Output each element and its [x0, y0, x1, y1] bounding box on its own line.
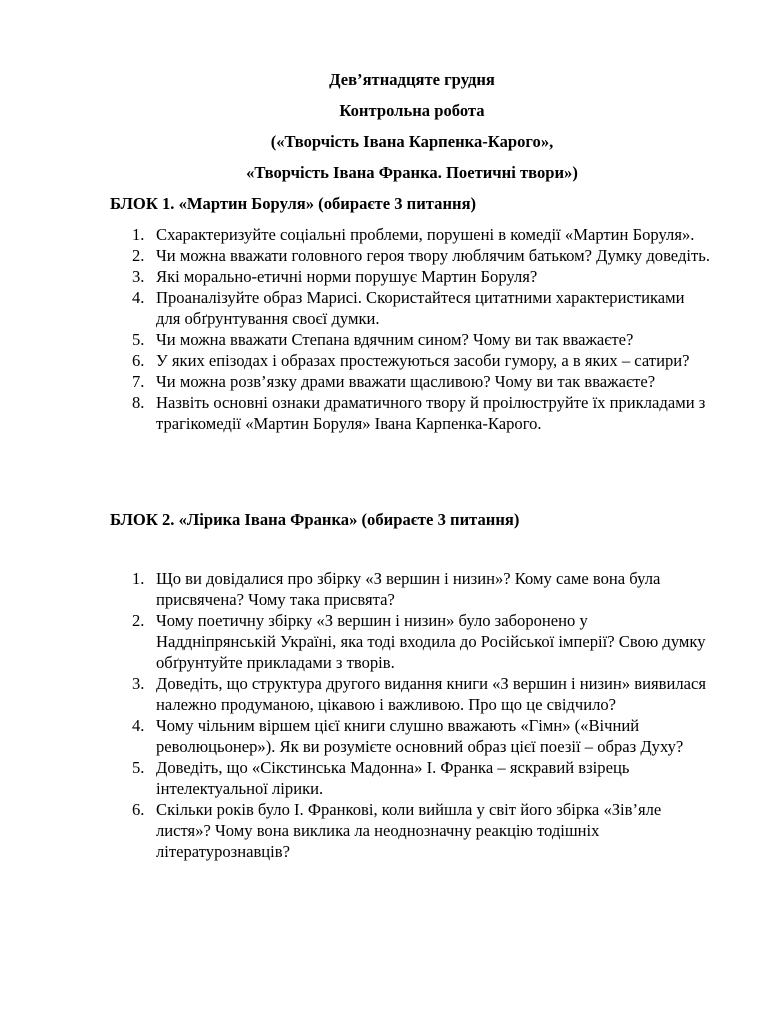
question-number: 3. — [132, 267, 145, 286]
question-text: У яких епізодах і образах простежуються засоби гумору, а в яких – сатири? — [156, 351, 690, 370]
list-item — [110, 371, 710, 392]
question-number: 8. — [132, 393, 145, 412]
list-item — [110, 673, 710, 715]
question-number: 3. — [132, 674, 145, 693]
question-number: 2. — [132, 611, 145, 630]
question-text: Доведіть, що «Сікстинська Мадонна» І. Франка – яскравий взірець інтелектуальної лірики. — [156, 758, 630, 798]
question-text: Скільки років було І. Франкові, коли вийшла у світ його збірка «Зів’яле листя»? Чому вона виклика ла неоднозначну реакцію тодішніх літературознавців? — [156, 800, 662, 861]
question-text: Чи можна розв’язку драми вважати щасливою? Чому ви так вважаєте? — [156, 372, 656, 391]
list-item — [110, 757, 710, 799]
list-item — [110, 568, 710, 610]
question-number: 6. — [132, 800, 145, 819]
block-2-title: БЛОК 2. «Лірика Івана Франка» (обираєте 3 питання) — [110, 510, 520, 529]
question-text: Чому поетичну збірку «З вершин і низин» було заборонено у Наддніпрянській Україні, яка тоді входила до Російської імперії? Свою думку обґрунтуйте прикладами з творів. — [156, 611, 706, 672]
question-number: 2. — [132, 246, 145, 265]
question-number: 6. — [132, 351, 145, 370]
list-item — [110, 610, 710, 673]
list-item — [110, 392, 710, 434]
list-item — [110, 350, 710, 371]
block-2-question-list — [110, 568, 710, 862]
question-text: Проаналізуйте образ Марисі. Скористайтеся цитатними характеристиками для обґрунтування своєї думки. — [156, 288, 685, 328]
list-item — [110, 266, 710, 287]
question-text: Схарактеризуйте соціальні проблеми, порушені в комедії «Мартин Боруля». — [156, 225, 695, 244]
question-text: Що ви довідалися про збірку «З вершин і низин»? Кому саме вона була присвячена? Чому така присвята? — [156, 569, 661, 609]
block-1-title: БЛОК 1. «Мартин Боруля» (обираєте 3 питання) — [110, 194, 477, 213]
question-number: 5. — [132, 758, 145, 777]
list-item — [110, 245, 710, 266]
document-date: Дев’ятнадцяте грудня — [329, 70, 495, 89]
question-number: 7. — [132, 372, 145, 391]
question-text: Чи можна вважати Степана вдячним сином? Чому ви так вважаєте? — [156, 330, 634, 349]
document-topic-1: («Творчість Івана Карпенка-Карого», — [270, 132, 554, 151]
question-number: 4. — [132, 288, 145, 307]
question-number: 1. — [132, 225, 145, 244]
question-number: 5. — [132, 330, 145, 349]
question-text: Чи можна вважати головного героя твору люблячим батьком? Думку доведіть. — [156, 246, 710, 265]
question-text: Назвіть основні ознаки драматичного твору й проілюструйте їх прикладами з трагікомедії «Мартин Боруля» Івана Карпенка-Карого. — [156, 393, 706, 433]
document-topic-2: «Творчість Івана Франка. Поетичні твори») — [246, 163, 578, 182]
question-number: 4. — [132, 716, 145, 735]
list-item — [110, 224, 710, 245]
block-1-question-list — [110, 224, 710, 434]
list-item — [110, 287, 710, 329]
list-item — [110, 799, 710, 862]
document-title: Контрольна робота — [339, 101, 485, 120]
list-item — [110, 715, 710, 757]
question-text: Які морально-етичні норми порушує Мартин Боруля? — [156, 267, 538, 286]
list-item — [110, 329, 710, 350]
question-text: Чому чільним віршем цієї книги слушно вважають «Гімн» («Вічний революцьонер»). Як ви розумієте основний образ цієї поезії – образ Духу? — [156, 716, 684, 756]
question-text: Доведіть, що структура другого видання книги «З вершин і низин» виявилася належно продуманою, цікавою і важливою. Про що це свідчило? — [156, 674, 706, 714]
question-number: 1. — [132, 569, 145, 588]
